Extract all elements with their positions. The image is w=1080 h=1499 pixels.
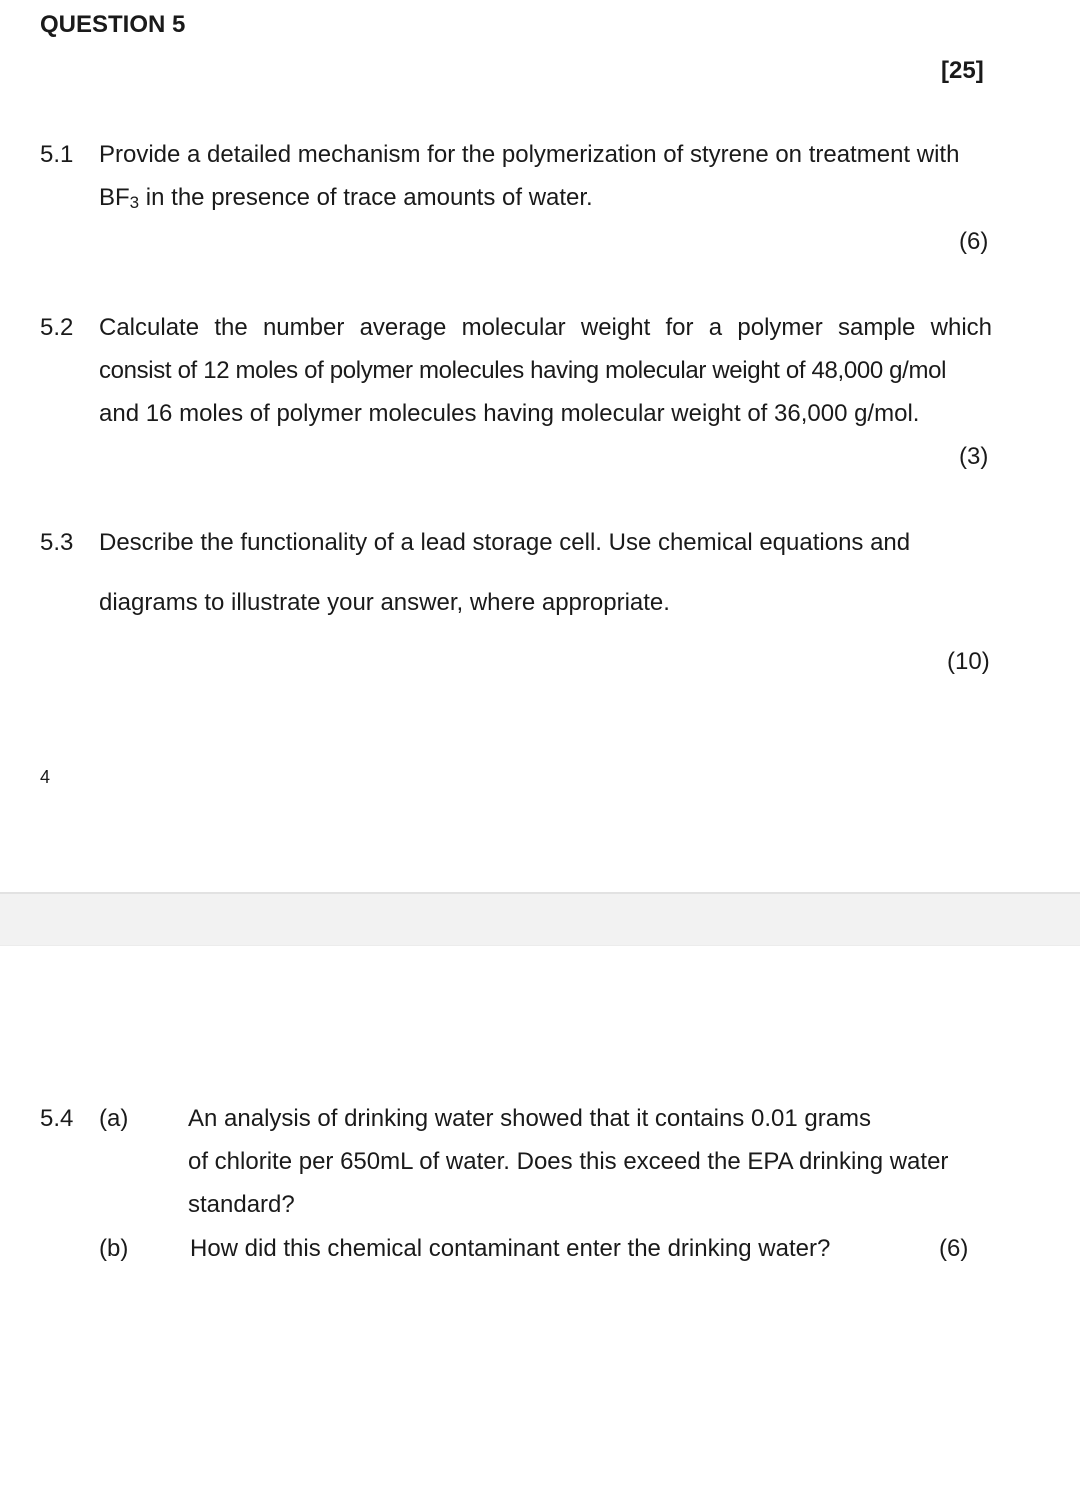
question-title: QUESTION 5 <box>40 11 186 38</box>
question-5-2-line-3: and 16 moles of polymer molecules having molecular weight of 36,000 g/mol. <box>99 400 920 427</box>
page-number: 4 <box>40 767 51 787</box>
part-b-text: How did this chemical contaminant enter the drinking water? <box>190 1235 831 1262</box>
page-break <box>0 892 1080 946</box>
marks-5-1: (6) <box>959 228 989 255</box>
marks-5-3: (10) <box>947 648 990 675</box>
question-5-1-line-2 <box>99 184 593 214</box>
question-number-5-3: 5.3 <box>40 529 74 556</box>
question-number-5-2: 5.2 <box>40 314 74 341</box>
marks-5-2: (3) <box>959 443 989 470</box>
question-5-3-line-2: diagrams to illustrate your answer, where appropriate. <box>99 589 670 616</box>
marks-5-4: (6) <box>939 1235 969 1262</box>
part-a-line-2: of chlorite per 650mL of water. Does this exceed the EPA drinking water <box>188 1148 949 1175</box>
question-5-2-line-2: consist of 12 moles of polymer molecules having molecular weight of 48,000 g/mol <box>99 357 947 384</box>
question-number-5-1: 5.1 <box>40 141 74 168</box>
question-5-2-line-1: Calculate the number average molecular weight for a polymer sample which <box>99 314 992 341</box>
part-a-label: (a) <box>99 1105 129 1132</box>
part-a-line-1: An analysis of drinking water showed that it contains 0.01 grams <box>188 1105 872 1132</box>
question-number-5-4: 5.4 <box>40 1105 74 1132</box>
bf-subscript: 3 <box>129 193 140 212</box>
part-a-line-3: standard? <box>188 1191 295 1218</box>
question-5-3-line-1: Describe the functionality of a lead storage cell. Use chemical equations and <box>99 529 911 556</box>
question-5-1-line-1: Provide a detailed mechanism for the polymerization of styrene on treatment with <box>99 141 960 168</box>
question-5-1-line-2-text: in the presence of trace amounts of water. <box>139 184 593 211</box>
total-marks: [25] <box>941 57 984 84</box>
bf-formula: BF <box>99 184 130 211</box>
part-b-label: (b) <box>99 1235 129 1262</box>
